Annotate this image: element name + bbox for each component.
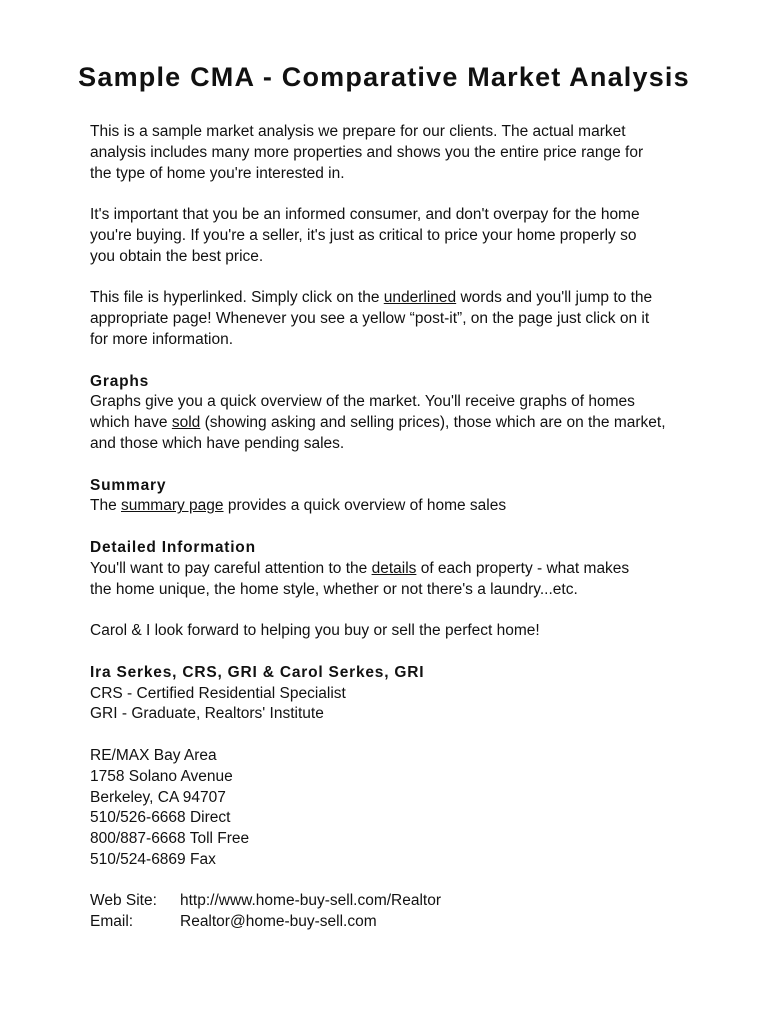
intro-line: This is a sample market analysis we prepare for our clients. The actual market bbox=[90, 123, 626, 140]
summary-text: provides a quick overview of home sales bbox=[223, 497, 507, 515]
web-site-link[interactable]: http://www.home-buy-sell.com/Realtor bbox=[180, 892, 442, 910]
document-body bbox=[90, 122, 690, 954]
crs-definition: CRS - Certified Residential Specialist bbox=[90, 684, 346, 702]
detailed-heading: Detailed Information bbox=[90, 538, 256, 556]
hyperlink-paragraph bbox=[90, 288, 690, 350]
detailed-text: You'll want to pay careful attention to the bbox=[90, 559, 372, 577]
detailed-line: the home unique, the home style, whether or not there's a laundry...etc. bbox=[90, 580, 578, 598]
informed-line: you're buying. If you're a seller, it's just as critical to price your home properly so bbox=[90, 226, 637, 244]
graphs-line bbox=[90, 413, 690, 434]
detailed-section bbox=[90, 538, 690, 600]
city-state-zip: Berkeley, CA 94707 bbox=[90, 788, 226, 806]
page-title: Sample CMA - Comparative Market Analysis bbox=[78, 62, 690, 92]
graphs-heading: Graphs bbox=[90, 372, 150, 390]
summary-section bbox=[90, 476, 690, 518]
email-row bbox=[90, 912, 690, 933]
toll-free-phone: 800/887-6668 Toll Free bbox=[90, 830, 250, 848]
detailed-line bbox=[90, 559, 690, 580]
hyperlink-line: appropriate page! Whenever you see a yellow “post-it”, on the page just click on it bbox=[90, 310, 650, 328]
graphs-line: Graphs give you a quick overview of the market. You'll receive graphs of homes bbox=[90, 393, 635, 411]
address-block bbox=[90, 746, 690, 871]
hyperlink-line bbox=[90, 288, 690, 309]
office-name: RE/MAX Bay Area bbox=[90, 746, 217, 764]
summary-text: The bbox=[90, 497, 122, 515]
email-label: Email: bbox=[90, 913, 134, 931]
gri-definition: GRI - Graduate, Realtors' Institute bbox=[90, 705, 324, 723]
direct-phone: 510/526-6668 Direct bbox=[90, 809, 231, 827]
web-site-label: Web Site: bbox=[90, 892, 157, 910]
summary-page-link[interactable]: summary page bbox=[121, 497, 224, 515]
fax-number: 510/524-6869 Fax bbox=[90, 850, 216, 868]
contact-block bbox=[90, 891, 690, 933]
closing-line: Carol & I look forward to helping you buy or sell the perfect home! bbox=[90, 622, 540, 640]
informed-line: It's important that you be an informed consumer, and don't overpay for the home bbox=[90, 206, 640, 224]
signature-block bbox=[90, 663, 690, 725]
summary-line bbox=[90, 496, 690, 517]
agent-names: Ira Serkes, CRS, GRI & Carol Serkes, GRI bbox=[90, 663, 425, 681]
graphs-text: which have bbox=[90, 414, 172, 432]
intro-paragraph bbox=[90, 122, 690, 184]
street-address: 1758 Solano Avenue bbox=[90, 767, 233, 785]
detailed-text: of each property - what makes bbox=[416, 559, 630, 577]
graphs-line: and those which have pending sales. bbox=[90, 434, 345, 452]
hyperlink-line: for more information. bbox=[90, 330, 233, 348]
informed-paragraph bbox=[90, 205, 690, 267]
intro-line: analysis includes many more properties and shows you the entire price range for bbox=[90, 143, 644, 161]
underlined-link[interactable]: underlined bbox=[383, 289, 457, 307]
hyperlink-text: This file is hyperlinked. Simply click on the bbox=[90, 289, 384, 307]
graphs-section bbox=[90, 372, 690, 455]
hyperlink-text: words and you'll jump to the bbox=[456, 289, 653, 307]
summary-heading: Summary bbox=[90, 476, 167, 494]
details-link[interactable]: details bbox=[371, 559, 417, 577]
closing-paragraph bbox=[90, 621, 690, 642]
email-link[interactable]: Realtor@home-buy-sell.com bbox=[180, 913, 377, 931]
graphs-text: (showing asking and selling prices), those which are on the market, bbox=[200, 414, 666, 432]
informed-line: you obtain the best price. bbox=[90, 247, 264, 265]
intro-line: the type of home you're interested in. bbox=[90, 164, 345, 182]
sold-link[interactable]: sold bbox=[171, 414, 201, 432]
web-site-row bbox=[90, 891, 690, 912]
